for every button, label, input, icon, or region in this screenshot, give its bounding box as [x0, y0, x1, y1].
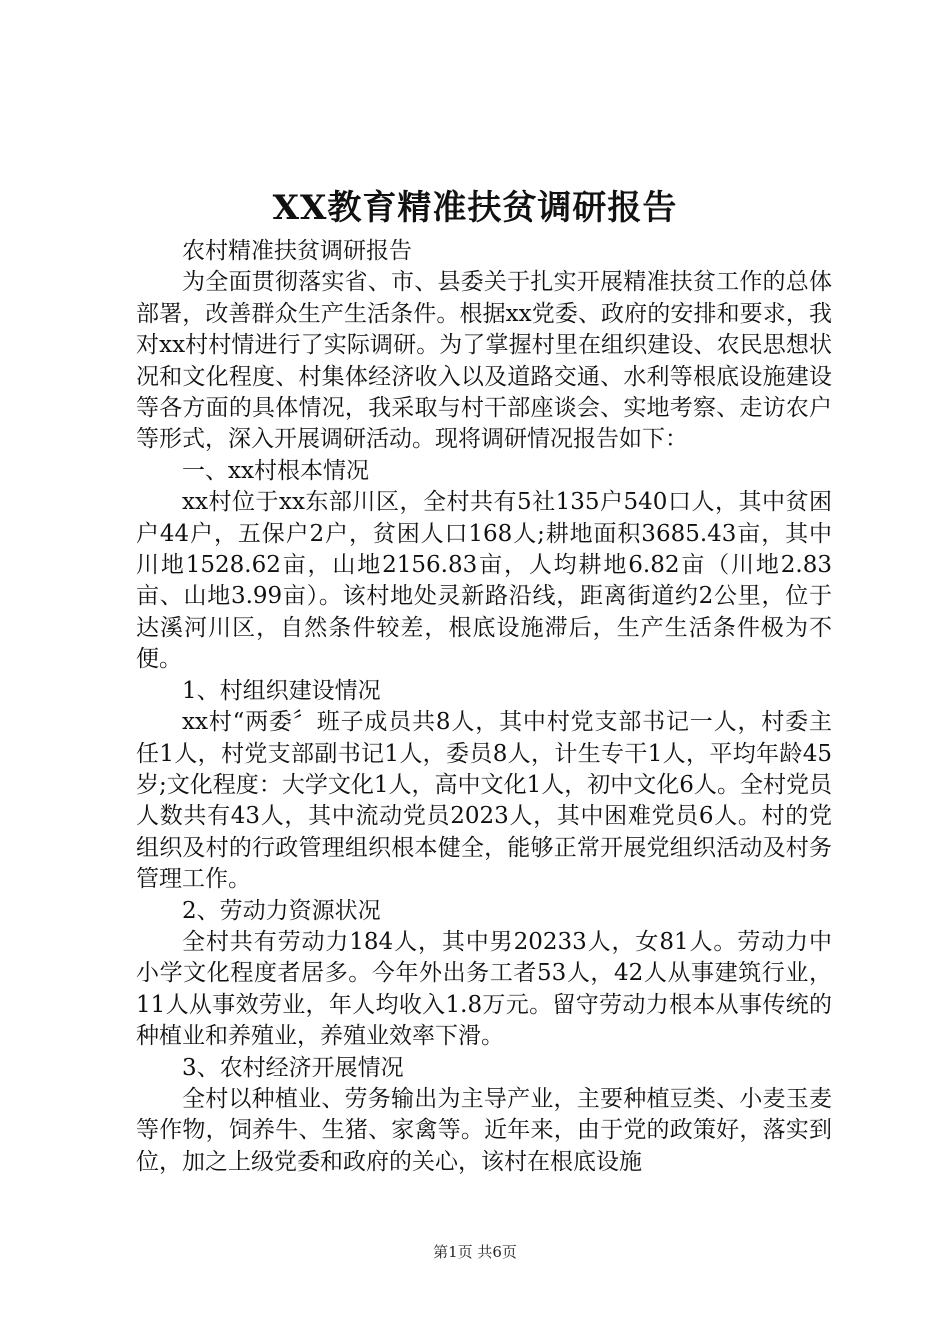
- paragraph-subtitle: 农村精准扶贫调研报告: [182, 238, 412, 264]
- document-title: XX教育精准扶贫调研报告: [272, 188, 678, 228]
- section-heading-basic-situation: 一、xx村根本情况: [182, 457, 369, 484]
- paragraph-basic-situation: xx村位于xx东部川区，全村共有5社135户540口人，其中贫困户44户，五保户2户，贫困人口168人;耕地面积3685.43亩，其中川地1528.62亩，山地2156.83亩，人均耕地6.82亩（川地2.83亩、山地3.99亩）。该村地处灵新路沿线，距离街道约2公里，位于达溪河川区，自然条件较差，根底设施滞后，生产生活条件极为不便。: [136, 489, 832, 673]
- paragraph-labor: 全村共有劳动力184人，其中男20233人，女81人。劳动力中小学文化程度者居多。今年外出务工者53人，42人从事建筑行业，11人从事效劳业，年人均收入1.8万元。留守劳动力根本从事传统的种植业和养殖业，养殖业效率下滑。: [136, 928, 832, 1050]
- paragraph-organization: xx村“两委〞班子成员共8人，其中村党支部书记一人，村委主任1人，村党支部副书记1人，委员8人，计生专干1人，平均年龄45岁;文化程度：大学文化1人，高中文化1人，初中文化6人。全村党员人数共有43人，其中流动党员2023人，其中困难党员6人。村的党组织及村的行政管理组织根本健全，能够正常开展党组织活动及村务管理工作。: [136, 709, 832, 893]
- section-heading-economy: 3、农村经济开展情况: [182, 1054, 404, 1081]
- section-heading-labor: 2、劳动力资源状况: [182, 897, 381, 924]
- paragraph-economy: 全村以种植业、劳务输出为主导产业，主要种植豆类、小麦玉麦等作物，饲养牛、生猪、家禽等。近年来，由于党的政策好，落实到位，加之上级党委和政府的关心，该村在根底设施: [136, 1085, 832, 1175]
- section-heading-organization: 1、村组织建设情况: [182, 677, 381, 704]
- paragraph-intro: 为全面贯彻落实省、市、县委关于扎实开展精准扶贫工作的总体部署，改善群众生产生活条件。根据xx党委、政府的安排和要求，我对xx村村情进行了实际调研。为了掌握村里在组织建设、农民思想状况和文化程度、村集体经济收入以及道路交通、水利等根底设施建设等各方面的具体情况，我采取与村干部座谈会、实地考察、走访农户等形式，深入开展调研活动。现将调研情况报告如下：: [136, 269, 832, 453]
- document-body: [136, 236, 832, 1178]
- page-indicator: 第1页 共6页: [433, 1243, 517, 1261]
